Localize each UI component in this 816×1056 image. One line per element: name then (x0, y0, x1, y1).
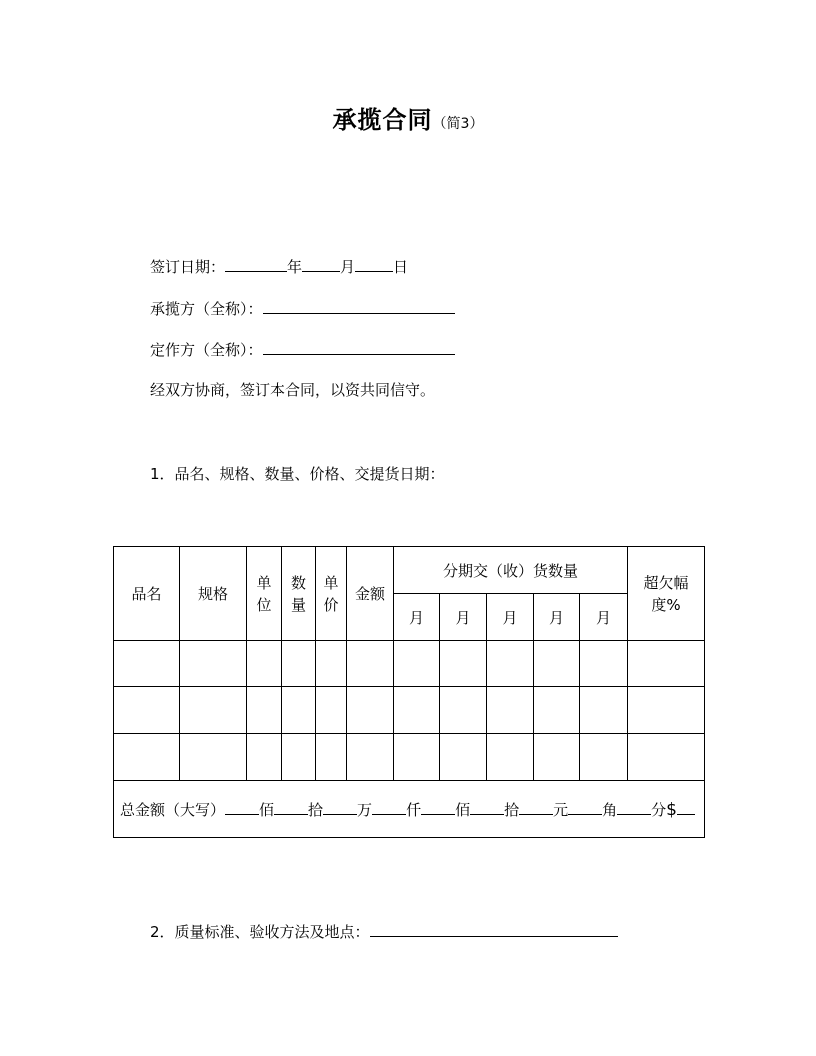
table-cell[interactable] (580, 734, 628, 781)
section2-line (150, 920, 618, 943)
header-tolerance (628, 547, 705, 641)
year-blank[interactable] (225, 255, 287, 272)
table-cell[interactable] (628, 734, 705, 781)
table-cell[interactable] (316, 687, 347, 734)
unit-label: 佰 (455, 800, 471, 819)
table-cell[interactable] (347, 641, 394, 687)
header-qty (282, 547, 316, 641)
orderer-blank[interactable] (263, 338, 455, 355)
total-label: 总金额（大写） (120, 800, 226, 819)
header-tolerance-2: 度% (651, 595, 681, 614)
table-cell[interactable] (440, 734, 487, 781)
table-cell[interactable] (114, 641, 180, 687)
header-amount: 金额 (347, 547, 394, 641)
amount-blank[interactable] (372, 800, 406, 815)
table-cell[interactable] (580, 641, 628, 687)
product-table (113, 546, 705, 838)
section2-heading: 2．质量标准、验收方法及地点： (150, 923, 370, 941)
month-blank[interactable] (302, 255, 340, 272)
total-row (114, 781, 705, 838)
unit-label: 元 (553, 800, 569, 819)
table-cell[interactable] (347, 734, 394, 781)
table-cell[interactable] (534, 687, 580, 734)
orderer-label: 定作方（全称）： (150, 341, 263, 359)
header-unit-1: 单 (256, 573, 272, 592)
currency-symbol: $ (666, 799, 677, 820)
sign-date-line (150, 255, 408, 278)
table-row (114, 734, 705, 781)
table-cell[interactable] (247, 687, 282, 734)
table-cell[interactable] (180, 687, 247, 734)
agreement-line: 经双方协商，签订本合同，以资共同信守。 (150, 381, 436, 399)
table-cell[interactable] (628, 641, 705, 687)
header-tolerance-1: 超欠幅 (643, 573, 689, 592)
contractor-blank[interactable] (263, 297, 455, 314)
total-amount-cell (114, 781, 705, 838)
table-cell[interactable] (114, 687, 180, 734)
table-cell[interactable] (487, 734, 534, 781)
table-cell[interactable] (394, 641, 440, 687)
table-cell[interactable] (347, 687, 394, 734)
header-spec: 规格 (180, 547, 247, 641)
quality-blank[interactable] (370, 920, 618, 937)
unit-label: 万 (357, 800, 373, 819)
contractor-label: 承揽方（全称）： (150, 300, 263, 318)
day-label: 日 (393, 258, 409, 276)
table-cell[interactable] (316, 734, 347, 781)
header-month: 月 (580, 594, 628, 641)
header-unit-2: 位 (256, 595, 272, 614)
unit-label: 角 (602, 800, 618, 819)
table-cell[interactable] (180, 734, 247, 781)
unit-label: 分 (651, 800, 667, 819)
title-main: 承揽合同 (332, 106, 433, 134)
amount-blank[interactable] (225, 800, 259, 815)
document-title (0, 100, 816, 135)
header-price-2: 价 (323, 595, 339, 614)
section1-heading: 1．品名、规格、数量、价格、交提货日期： (150, 465, 445, 483)
amount-blank[interactable] (568, 800, 602, 815)
table-cell[interactable] (316, 641, 347, 687)
table-cell[interactable] (394, 734, 440, 781)
table-cell[interactable] (580, 687, 628, 734)
amount-blank[interactable] (617, 800, 651, 815)
header-name: 品名 (114, 547, 180, 641)
header-month: 月 (440, 594, 487, 641)
year-label: 年 (287, 258, 303, 276)
table-cell[interactable] (534, 641, 580, 687)
amount-blank[interactable] (323, 800, 357, 815)
table-cell[interactable] (487, 687, 534, 734)
header-month: 月 (394, 594, 440, 641)
contractor-line (150, 297, 455, 320)
orderer-line (150, 338, 455, 361)
unit-label: 仟 (406, 800, 422, 819)
amount-blank[interactable] (274, 800, 308, 815)
month-label: 月 (340, 258, 356, 276)
table-cell[interactable] (394, 687, 440, 734)
table-row (114, 641, 705, 687)
header-price (316, 547, 347, 641)
table-cell[interactable] (440, 687, 487, 734)
title-sub: （简3） (432, 116, 484, 132)
amount-blank[interactable] (470, 800, 504, 815)
header-installments: 分期交（收）货数量 (394, 547, 628, 594)
table-cell[interactable] (282, 687, 316, 734)
day-blank[interactable] (355, 255, 393, 272)
table-row (114, 687, 705, 734)
table-cell[interactable] (180, 641, 247, 687)
sign-date-label: 签订日期： (150, 258, 226, 276)
table-cell[interactable] (282, 734, 316, 781)
unit-label: 拾 (308, 800, 324, 819)
header-month: 月 (487, 594, 534, 641)
table-cell[interactable] (440, 641, 487, 687)
unit-label: 拾 (504, 800, 520, 819)
amount-blank[interactable] (519, 800, 553, 815)
table-cell[interactable] (534, 734, 580, 781)
table-cell[interactable] (487, 641, 534, 687)
header-price-1: 单 (323, 573, 339, 592)
amount-blank[interactable] (421, 800, 455, 815)
table-cell[interactable] (628, 687, 705, 734)
header-qty-2: 量 (290, 595, 306, 614)
header-unit (247, 547, 282, 641)
table-cell[interactable] (114, 734, 180, 781)
table-cell[interactable] (247, 734, 282, 781)
table-cell[interactable] (282, 641, 316, 687)
unit-label: 佰 (259, 800, 275, 819)
header-month: 月 (534, 594, 580, 641)
amount-blank[interactable] (677, 800, 695, 815)
header-qty-1: 数 (290, 573, 306, 592)
table-cell[interactable] (247, 641, 282, 687)
